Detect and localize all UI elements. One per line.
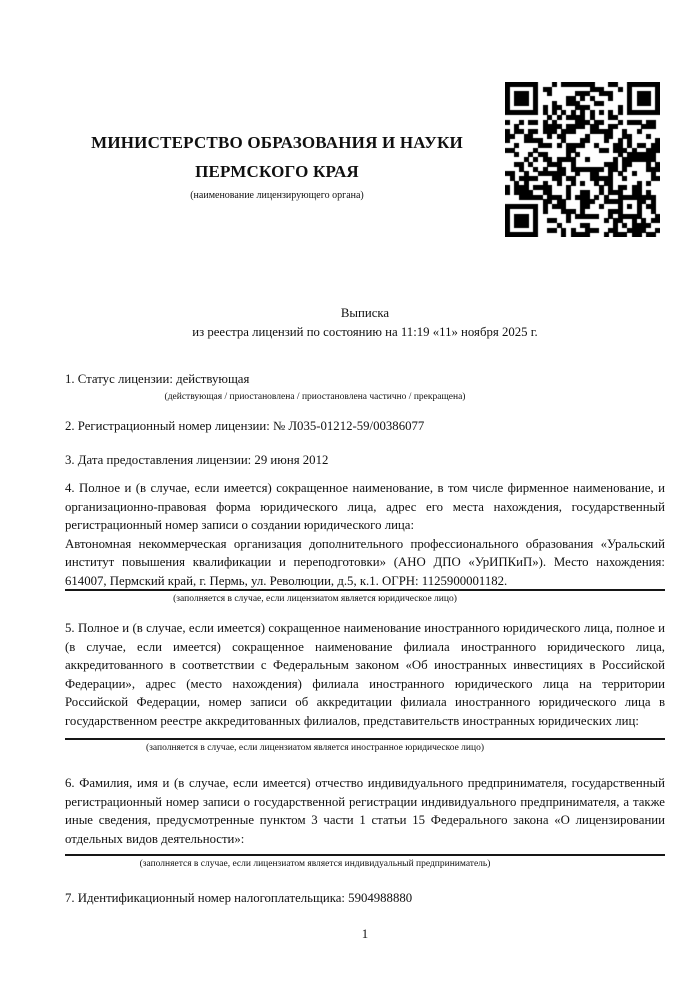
foreign-entity-fill-caption: (заполняется в случае, если лицензиатом является иностранное юридическое лицо) — [146, 743, 484, 753]
license-status-options-caption: (действующая / приостановлена / приостановлена частично / прекращена) — [164, 391, 466, 402]
item-individual-entrepreneur — [65, 774, 665, 871]
individual-entrepreneur-label: 6. Фамилия, имя и (в случае, если имеется) отчество индивидуального предпринимателя, государственный регистрационный номер записи о государственной регистрации индивидуального предпринимателя, а также иные сведения, предусмотренные пунктом 3 части 1 статьи 15 Федерального закона «О лицензировании отдельных видов деятельности»: — [65, 776, 665, 846]
item-foreign-entity — [65, 619, 665, 755]
item-taxpayer-number — [65, 889, 665, 908]
extract-title-line1: Выписка — [340, 306, 390, 320]
extract-title — [65, 304, 665, 341]
item-legal-entity — [65, 479, 665, 606]
item-grant-date — [65, 451, 665, 470]
legal-entity-value: Автономная некоммерческая организация дополнительного профессионального образования «Уральский институт повышения квалификации и переподготовки» (АНО ДПО «УрИПКиП»). Место нахождения: 614007, Пермский край, г. Пермь, ул. Революции, д.5, к.1. ОГРН: 1125900001182. — [65, 536, 665, 588]
extract-title-line2: из реестра лицензий по состоянию на 11:19 «11» ноября 2025 г. — [192, 324, 538, 339]
registration-number-text: 2. Регистрационный номер лицензии: № Л035-01212-59/00386077 — [65, 419, 425, 433]
foreign-entity-label: 5. Полное и (в случае, если имеется) сокращенное наименование иностранного юридического лица, полное и (в случае, если имеется) сокращенное наименование филиала иностранного юридического лица, аккредитованного в соответствии с Федеральным законом «Об иностранных инвестициях в Российской Федерации», адрес (место нахождения) филиала иностранного юридического лица на территории Российской Федерации, номер записи об аккредитации филиала иностранного юридического лица в государственном реестре аккредитованных филиалов, представительств иностранных юридических лиц: — [65, 621, 665, 728]
legal-entity-label: 4. Полное и (в случае, если имеется) сокращенное наименование, в том числе фирменное наименование, и организационно-правовая форма юридического лица, адрес его места нахождения, государственный регистрационный номер записи о создании юридического лица: — [65, 481, 665, 532]
licensing-authority-caption: (наименование лицензирующего органа) — [190, 190, 364, 201]
license-status-text: 1. Статус лицензии: действующая — [65, 372, 250, 386]
qr-code-icon — [505, 82, 660, 237]
ministry-name-line1: МИНИСТЕРСТВО ОБРАЗОВАНИЯ И НАУКИ — [91, 133, 463, 152]
grant-date-text: 3. Дата предоставления лицензии: 29 июня 2012 — [65, 453, 329, 467]
ministry-name-line2: ПЕРМСКОГО КРАЯ — [195, 161, 359, 181]
individual-entrepreneur-fill-caption: (заполняется в случае, если лицензиатом является индивидуальный предприниматель) — [139, 859, 491, 869]
taxpayer-number-text: 7. Идентификационный номер налогоплательщика: 5904988880 — [65, 891, 413, 905]
individual-entrepreneur-fill-line — [65, 854, 665, 856]
foreign-entity-fill-line — [65, 738, 665, 740]
licensing-authority-header — [65, 129, 489, 202]
legal-entity-fill-caption: (заполняется в случае, если лицензиатом является юридическое лицо) — [173, 594, 457, 604]
item-registration-number — [65, 417, 665, 436]
item-license-status — [65, 370, 665, 403]
page-number: 1 — [361, 927, 369, 941]
